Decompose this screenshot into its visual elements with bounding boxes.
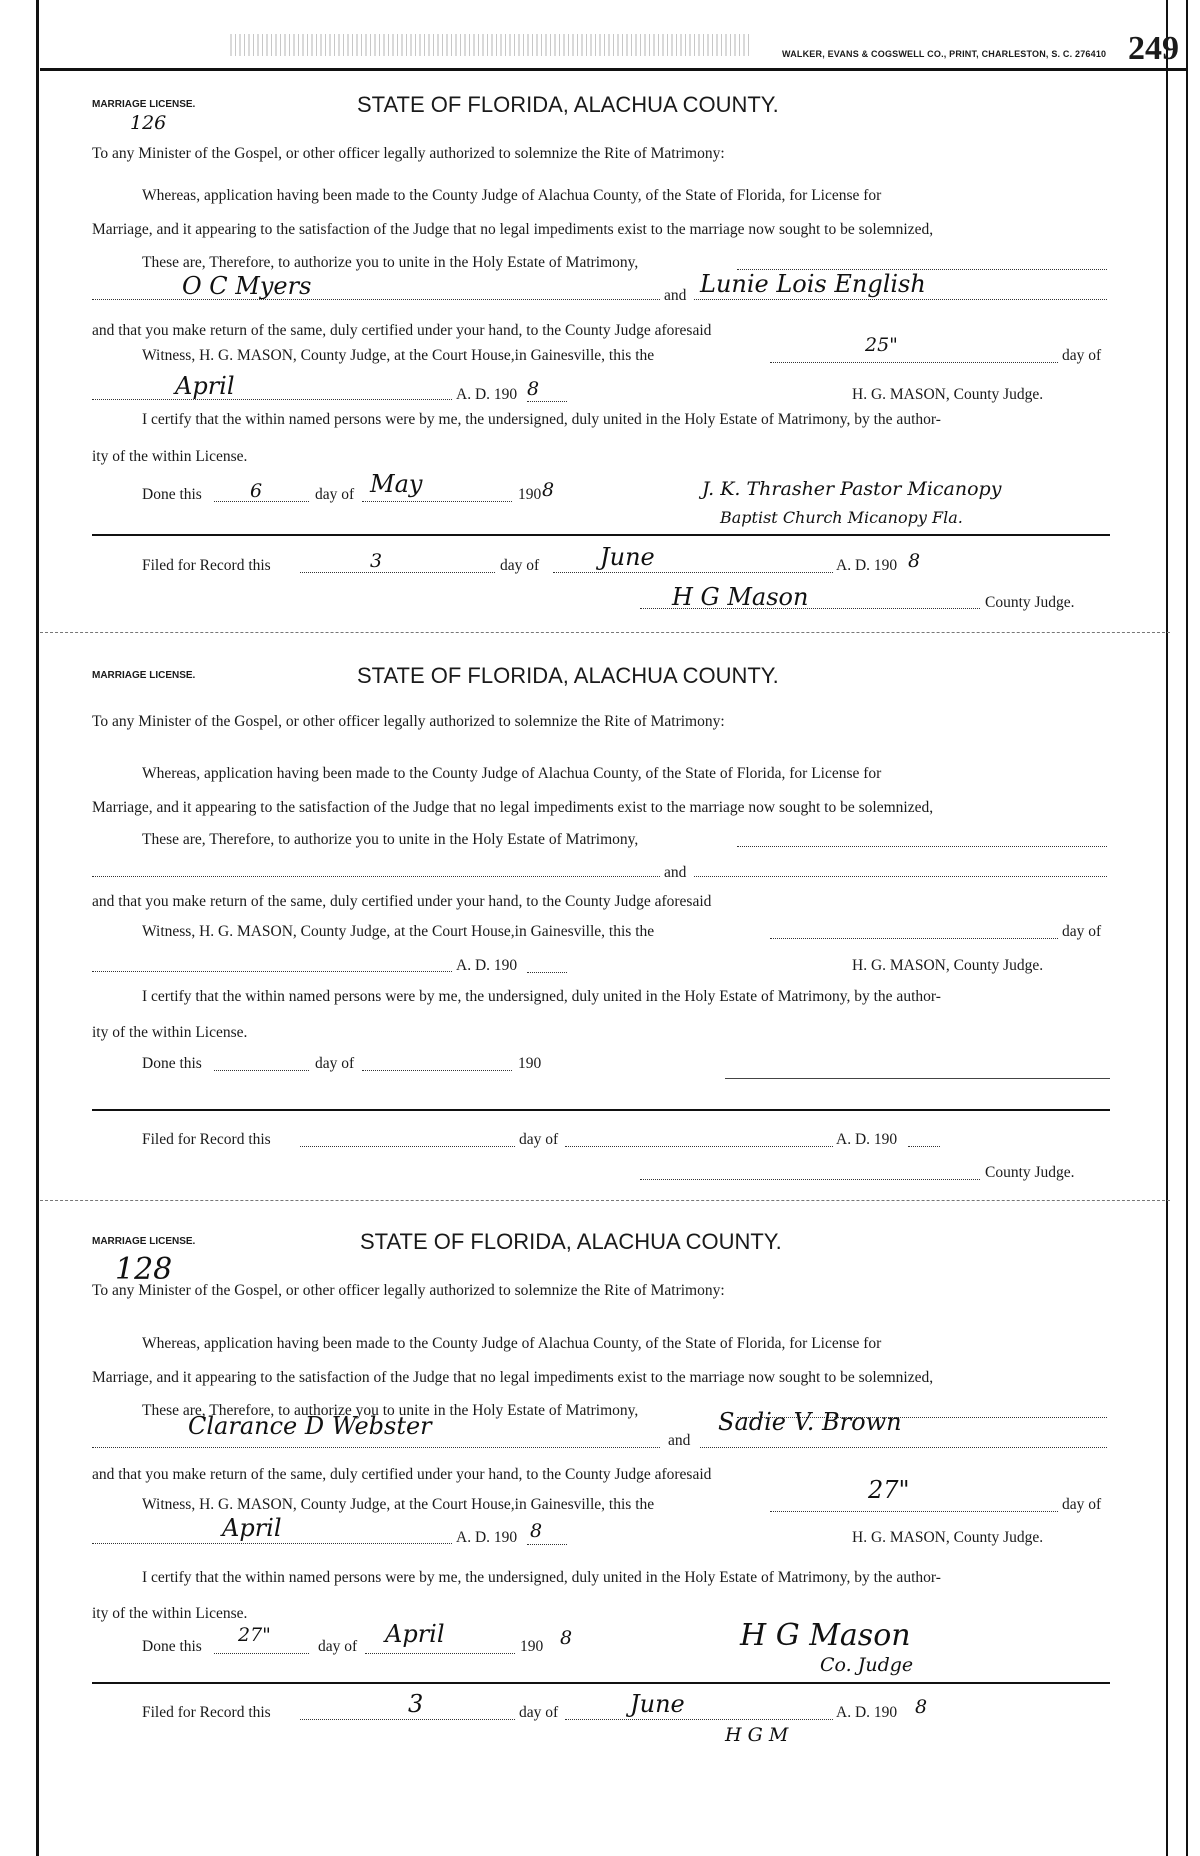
whereas-line-1: Whereas, application having been made to the County Judge of Alachua County, of the State of Florida, for License for <box>142 1335 882 1352</box>
address-line: To any Minister of the Gospel, or other officer legally authorized to solemnize the Rite of Matrimony: <box>92 713 725 730</box>
day-of-label: day of <box>1062 347 1102 364</box>
done-year: 8 <box>560 1627 573 1649</box>
done-year: 8 <box>542 479 555 501</box>
officiant-signature: H G Mason <box>740 1618 911 1653</box>
dotted-line <box>694 298 1107 300</box>
filed-year: 8 <box>915 1696 928 1718</box>
top-rule <box>40 68 1188 71</box>
dotted-line <box>700 1446 1107 1448</box>
day-of-label: day of <box>519 1131 559 1148</box>
dotted-line <box>565 1718 833 1720</box>
officiant-title: Co. Judge <box>820 1654 914 1676</box>
dotted-line <box>770 1510 1058 1512</box>
filed-day: 3 <box>370 550 383 572</box>
dotted-line <box>92 875 660 877</box>
license-title: STATE OF FLORIDA, ALACHUA COUNTY. <box>360 1229 782 1254</box>
done-month: April <box>385 1620 445 1648</box>
witness-line: Witness, H. G. MASON, County Judge, at the Court House,in Gainesville, this the <box>142 1496 655 1513</box>
witness-day: 25" <box>865 334 898 356</box>
judge-name: H. G. MASON, County Judge. <box>852 386 1044 403</box>
filed-month: June <box>600 543 655 571</box>
section-rule <box>92 534 1110 536</box>
ad-label: A. D. 190 <box>836 1704 898 1721</box>
printer-imprint: WALKER, EVANS & COGSWELL CO., PRINT, CHARLESTON, S. C. 276410 <box>782 49 1107 59</box>
groom-name: Clarance D Webster <box>188 1412 432 1440</box>
and-label: and <box>664 864 687 881</box>
officiant-church: Baptist Church Micanopy Fla. <box>720 508 963 527</box>
return-line: and that you make return of the same, duly certified under your hand, to the County Judge aforesaid <box>92 1466 712 1483</box>
dotted-line <box>92 398 452 400</box>
filed-month: June <box>630 1690 685 1718</box>
dotted-line <box>565 1145 833 1147</box>
day-of-label: day of <box>500 557 540 574</box>
signature-line <box>725 1078 1110 1079</box>
authorize-line: These are, Therefore, to authorize you to unite in the Holy Estate of Matrimony, <box>142 254 639 271</box>
and-label: and <box>664 287 687 304</box>
dotted-line <box>553 571 833 573</box>
witness-year: 8 <box>527 378 540 400</box>
filed-label: Filed for Record this <box>142 1131 271 1148</box>
done-this-label: Done this <box>142 1055 202 1072</box>
filed-day: 3 <box>408 1690 424 1718</box>
done-day: 6 <box>250 480 263 502</box>
dotted-line <box>362 1069 512 1071</box>
dotted-line <box>527 1543 567 1545</box>
witness-month: April <box>175 372 235 400</box>
done-month: May <box>370 470 423 498</box>
groom-name: O C Myers <box>182 272 312 300</box>
dotted-line <box>694 875 1107 877</box>
license-number: 126 <box>130 112 167 134</box>
judge-name: H. G. MASON, County Judge. <box>852 1529 1044 1546</box>
ad-label: A. D. 190 <box>456 1529 518 1546</box>
license-title: STATE OF FLORIDA, ALACHUA COUNTY. <box>357 663 779 688</box>
certify-line-1: I certify that the within named persons were by me, the undersigned, duly united in the Holy Estate of Matrimony, by the author- <box>142 988 941 1005</box>
county-judge-label: County Judge. <box>985 594 1075 611</box>
witness-line: Witness, H. G. MASON, County Judge, at the Court House,in Gainesville, this the <box>142 347 655 364</box>
dotted-line <box>365 1652 515 1654</box>
certify-line-2: ity of the within License. <box>92 1024 248 1041</box>
certify-line-1: I certify that the within named persons were by me, the undersigned, duly united in the Holy Estate of Matrimony, by the author- <box>142 411 941 428</box>
bride-name: Sadie V. Brown <box>718 1408 902 1436</box>
dotted-line <box>362 500 512 502</box>
record-separator <box>40 632 1170 634</box>
judge-name: H. G. MASON, County Judge. <box>852 957 1044 974</box>
dotted-line <box>92 970 452 972</box>
filed-label: Filed for Record this <box>142 557 271 574</box>
smudge <box>230 34 750 56</box>
section-rule <box>92 1109 1110 1111</box>
done-this-label: Done this <box>142 486 202 503</box>
dotted-line <box>737 845 1107 847</box>
right-border <box>1166 0 1168 1856</box>
day-of-label: day of <box>519 1704 559 1721</box>
whereas-line-2: Marriage, and it appearing to the satisfaction of the Judge that no legal impediments exist to the marriage now sought to be solemnized, <box>92 1369 934 1386</box>
witness-day: 27" <box>868 1476 910 1504</box>
dotted-line <box>527 971 567 973</box>
witness-line: Witness, H. G. MASON, County Judge, at the Court House,in Gainesville, this the <box>142 923 655 940</box>
whereas-line-1: Whereas, application having been made to the County Judge of Alachua County, of the State of Florida, for License for <box>142 187 882 204</box>
dotted-line <box>214 1652 309 1654</box>
license-label: MARRIAGE LICENSE. <box>92 670 196 681</box>
record-separator <box>40 1200 1170 1202</box>
dotted-line <box>92 298 660 300</box>
dotted-line <box>770 937 1058 939</box>
whereas-line-1: Whereas, application having been made to the County Judge of Alachua County, of the State of Florida, for License for <box>142 765 882 782</box>
ad-label: A. D. 190 <box>836 1131 898 1148</box>
certify-line-2: ity of the within License. <box>92 448 248 465</box>
authorize-line: These are, Therefore, to authorize you to unite in the Holy Estate of Matrimony, <box>142 831 639 848</box>
day-of-label: day of <box>1062 1496 1102 1513</box>
and-label: and <box>668 1432 691 1449</box>
license-number: 128 <box>115 1252 173 1287</box>
return-line: and that you make return of the same, duly certified under your hand, to the County Judge aforesaid <box>92 322 712 339</box>
dotted-line <box>92 1446 660 1448</box>
dotted-line <box>640 607 980 609</box>
right-border-outer <box>1186 0 1188 1856</box>
left-border <box>36 0 39 1856</box>
judge-signature: H G M <box>725 1724 789 1746</box>
officiant-signature: J. K. Thrasher Pastor Micanopy <box>702 478 1002 500</box>
year-label: 190 <box>518 486 542 503</box>
dotted-line <box>908 1145 940 1147</box>
done-day: 27" <box>238 1624 271 1646</box>
dotted-line <box>300 571 495 573</box>
done-this-label: Done this <box>142 1638 202 1655</box>
whereas-line-2: Marriage, and it appearing to the satisfaction of the Judge that no legal impediments exist to the marriage now sought to be solemnized, <box>92 221 934 238</box>
license-label: MARRIAGE LICENSE. <box>92 1236 196 1247</box>
judge-signature: H G Mason <box>672 583 809 611</box>
dotted-line <box>214 1069 309 1071</box>
ad-label: A. D. 190 <box>456 386 518 403</box>
filed-label: Filed for Record this <box>142 1704 271 1721</box>
license-title: STATE OF FLORIDA, ALACHUA COUNTY. <box>357 92 779 117</box>
section-rule <box>92 1682 1110 1684</box>
year-label: 190 <box>518 1055 542 1072</box>
certify-line-1: I certify that the within named persons were by me, the undersigned, duly united in the Holy Estate of Matrimony, by the author- <box>142 1569 941 1586</box>
day-of-label: day of <box>1062 923 1102 940</box>
ad-label: A. D. 190 <box>836 557 898 574</box>
day-of-label: day of <box>315 1055 355 1072</box>
dotted-line <box>92 1542 452 1544</box>
filed-year: 8 <box>908 550 921 572</box>
year-label: 190 <box>520 1638 544 1655</box>
dotted-line <box>770 361 1058 363</box>
dotted-line <box>300 1145 515 1147</box>
county-judge-label: County Judge. <box>985 1164 1075 1181</box>
dotted-line <box>300 1718 515 1720</box>
address-line: To any Minister of the Gospel, or other officer legally authorized to solemnize the Rite of Matrimony: <box>92 1282 725 1299</box>
dotted-line <box>640 1178 980 1180</box>
whereas-line-2: Marriage, and it appearing to the satisfaction of the Judge that no legal impediments exist to the marriage now sought to be solemnized, <box>92 799 934 816</box>
ad-label: A. D. 190 <box>456 957 518 974</box>
certify-line-2: ity of the within License. <box>92 1605 248 1622</box>
witness-year: 8 <box>530 1520 543 1542</box>
day-of-label: day of <box>315 486 355 503</box>
address-line: To any Minister of the Gospel, or other officer legally authorized to solemnize the Rite of Matrimony: <box>92 145 725 162</box>
witness-month: April <box>222 1514 282 1542</box>
return-line: and that you make return of the same, duly certified under your hand, to the County Judge aforesaid <box>92 893 712 910</box>
day-of-label: day of <box>318 1638 358 1655</box>
license-label: MARRIAGE LICENSE. <box>92 99 196 110</box>
page-number: 249 <box>1128 30 1179 67</box>
bride-name: Lunie Lois English <box>700 270 926 298</box>
dotted-line <box>527 400 567 402</box>
authorize-line: These are, Therefore, to authorize you to unite in the Holy Estate of Matrimony, <box>142 1402 639 1419</box>
